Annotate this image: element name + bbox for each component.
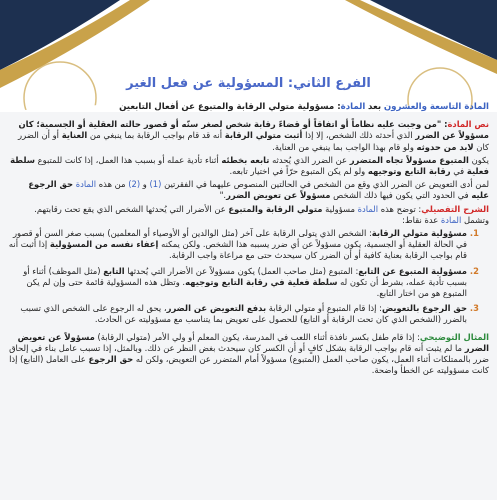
p3-and: و	[142, 179, 147, 190]
p3-number-1: (1)	[149, 179, 162, 190]
p3-bold-2: مسؤولاً عن تعويض الضرر	[226, 190, 331, 201]
point-3-title: حق الرجوع بالتعويض	[381, 303, 467, 314]
subtitle-after: بعد	[368, 102, 382, 112]
p1-mid-2: أنه قد قام بواجب الرقابة بما ينبغي من	[89, 130, 223, 141]
point-3-text-2: ، يحق له الرجوع على الشخص الذي تسبب بالضرر (الشخص الذي كان تحت الرقابة أو التابع) للحصول على تعويض بما يتناسب مع مسؤوليته عن الحادث.	[20, 303, 467, 325]
explanation-article-word: المادة	[357, 203, 379, 214]
point-3-bold: بدفع التعويض عن الضرر	[166, 303, 267, 314]
p2-mid-2: أثناء تأدية عمله أو بسبب هذا العمل، إذا كانت للمتبوع	[37, 154, 219, 165]
p2-mid-3: في	[453, 166, 465, 177]
example-paragraph	[8, 332, 489, 377]
p2-bold-1: المتبوع مسؤولاً تجاه المتضرر	[349, 154, 469, 165]
point-2-text: : المتبوع (مثل صاحب العمل) يكون مسؤولاً عن الأضرار التي يُحدثها	[127, 265, 359, 276]
document-body	[8, 102, 489, 500]
explanation-label: الشرح التفصيلي	[421, 203, 489, 214]
point-2-title: مسؤولية المتبوع عن التابع	[358, 265, 467, 276]
example-text-3: على العامل (التابع) إذا كانت مسؤوليته عن الخطأ واضحة.	[9, 354, 489, 376]
explanation-intro-3: عن الأضرار التي يُحدثها الشخص الذي يقع تحت رقابتهم. وتشمل	[34, 203, 489, 225]
explanation-intro	[8, 204, 489, 226]
list-item	[8, 266, 467, 300]
point-2-text-2: (مثل الموظف) أثناء أو بسبب تأدية عمله، بشرط أن تكون له	[23, 265, 467, 287]
p1-bold-3: العناية	[61, 130, 88, 141]
point-2-bold: التابع	[103, 265, 125, 276]
explanation-intro-2: مسؤولية	[325, 203, 355, 214]
p3-close: ."	[219, 190, 227, 201]
p1-bold-4: لابد من حدوثه	[416, 141, 474, 152]
example-text-2: ما لم يثبت أنه قام بواجب الرقابة بشكل كافٍ أو أن الكسر كان سيحدث بغض النظر عن ذلك. وبالمثل، إذا تسبب عامل بناء في إلحاق ضرر بالممتلكات أثناء العمل، يكون صاحب العمل (المتبوع) مسؤولاً أمام المتضرر عن التعويض، ولكن له	[9, 342, 489, 365]
explanation-intro-1: : توضح هذه	[380, 203, 422, 214]
point-2-bold-2: سلطة فعلية في رقابة التابع وتوجيهه	[185, 276, 338, 287]
subtitle-text: : مسؤولية متولي الرقابة والمتبوع عن أفعال التابعين	[119, 102, 341, 112]
point-1-title: مسؤولية متولي الرقابة	[371, 228, 467, 239]
point-2-text-3: . وتظل هذه المسؤولية قائمة حتى وإن لم يكن المتبوع هو من اختار التابع.	[26, 276, 467, 299]
p1-mid: الذي أحدثه ذلك الشخص، إلا إذا	[305, 130, 413, 141]
p2-bold-3: سلطة فعلية	[10, 154, 489, 177]
p3-bold: حق الرجوع عليه	[28, 179, 489, 201]
article-paragraph-2	[8, 155, 489, 177]
p2-bold-4: رقابة التابع وتوجيهه	[367, 166, 451, 177]
example-bold-2: حق الرجوع	[88, 354, 134, 365]
explanation-article-word-2: المادة	[440, 214, 462, 225]
example-bold-1: مسؤولاً عن تعويض الضرر	[17, 331, 489, 353]
example-label: المثال التوضيحي	[419, 331, 489, 342]
example-text-1: : إذا قام طفل بكسر نافذة أثناء اللعب في المدرسة، يكون المعلم أو ولي الأمر (متولي الرقابة)	[97, 331, 420, 342]
p3-mid: من هذه	[98, 179, 126, 190]
explanation-bold: متولي الرقابة والمتبوع	[228, 203, 323, 214]
p1-bold-1: مسؤولاً عن الضرر	[415, 130, 489, 141]
article-paragraph-3	[8, 179, 489, 201]
p2-mid: عن الضرر الذي يُحدثه	[272, 154, 348, 165]
article-text-section	[8, 119, 489, 201]
p3-number-2: (2)	[128, 179, 141, 190]
explanation-points-list	[8, 228, 489, 326]
article-number: المادة التاسعة والعشرون	[383, 102, 489, 112]
explanation-intro-4: عدة نقاط:	[402, 214, 439, 225]
list-item	[8, 303, 467, 325]
subtitle	[8, 102, 489, 113]
p2-bold-2: تابعه بخطئه	[221, 154, 270, 165]
p1-intro: : "من وجبت عليه نظاماً أو اتفاقاً أو قضاءً رقابة شخص لصغر سنّه أو قصور حالته العقلية أو الجسمية؛ كان	[18, 119, 448, 130]
p1-mid-3: أو أن الضرر كان	[18, 130, 489, 152]
p2-intro: يكون	[471, 154, 489, 165]
point-1-text-2: إذا أثبت أنه قام بواجب الرقابة بعناية كافية أو أن الضرر كان سيحدث حتى مع مراعاة واجب الرقابة.	[8, 239, 467, 261]
p3-intro: لمن أدى التعويض عن الضرر الذي وقع من الشخص في الحالتين المنصوص عليهما في الفقرتين	[164, 179, 489, 190]
point-1-text: : الشخص الذي يتولى الرقابة على آخر (مثل الوالدين أو الأوصياء أو المعلمين) بسبب صغر السن أو قصور في الحالة العقلية أو الجسمية، يكون مسؤولاً عن أي ضرر يسببه هذا الشخص. ولكن يمكنه	[12, 228, 467, 250]
p2-end: ولو لم يكن المتبوع حرّاً في اختيار تابعه.	[229, 166, 366, 177]
point-3-text: : إذا قام المتبوع أو متولي الرقابة	[268, 303, 382, 314]
page-title: الفرع الثاني: المسؤولية عن فعل الغير	[126, 76, 371, 91]
subtitle-article-label: المادة	[340, 102, 366, 112]
article-paragraph-1	[8, 119, 489, 153]
p3-article-word: المادة	[75, 179, 97, 190]
point-1-bold: إعفاء نفسه من المسؤولية	[49, 239, 159, 250]
p3-end: في الحدود التي يكون فيها ذلك الشخص	[333, 190, 469, 201]
p1-end: ولو قام بهذا الواجب بما ينبغي من العناية.	[272, 141, 414, 152]
header-banner	[0, 0, 497, 112]
p1-bold-2: أثبت متولي الرقابة	[224, 130, 303, 141]
article-text-label: نص المادة	[447, 119, 489, 130]
decorative-banner-graphic	[0, 0, 497, 112]
list-item	[8, 228, 467, 262]
